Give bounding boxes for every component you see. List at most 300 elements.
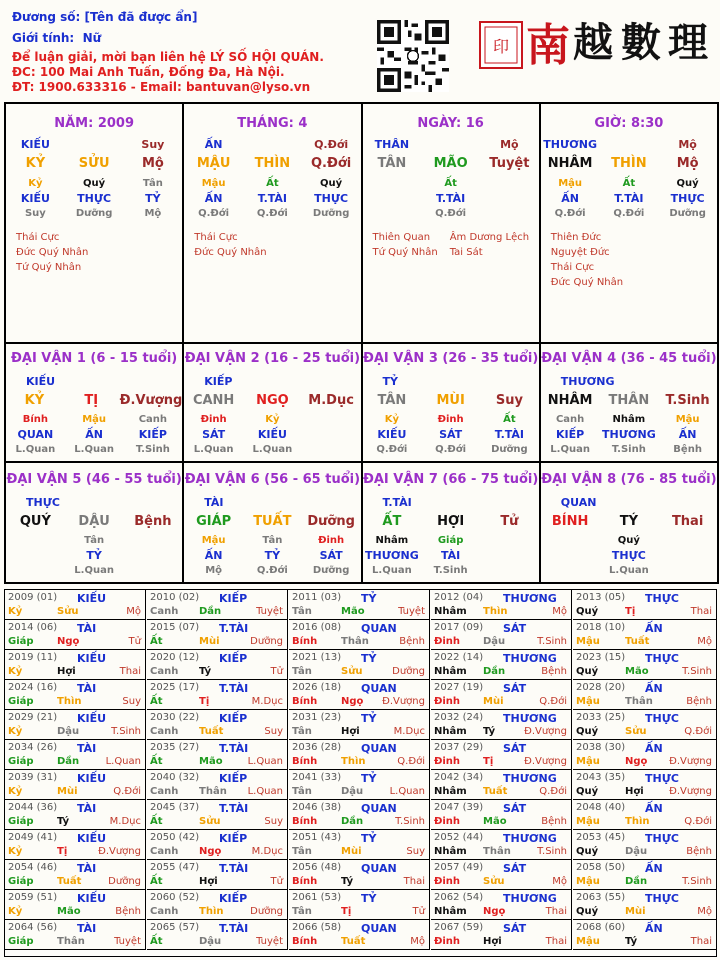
pillar-hidden-stem-row-cell: Kỷ (28, 178, 43, 189)
year-stem: Kỷ (8, 726, 23, 737)
year-branch: Mão (199, 756, 223, 767)
dai-van-main-row-cell: Thai (671, 514, 704, 529)
dai-van-hidden-stem-row-cell (541, 535, 600, 546)
pillar-star-row-cell: KIẾU (20, 138, 50, 151)
gender-label: Giới tính: (12, 31, 75, 45)
year-branch: Dần (57, 756, 80, 767)
pillar-main-row (541, 156, 717, 171)
year-age: 2041 (33) (292, 772, 342, 783)
dai-van-phase-row-cell: Mộ (205, 565, 223, 576)
dai-van-main-row-cell: TÝ (619, 514, 639, 529)
dai-van-phase-row (6, 444, 182, 455)
year-branch: Mão (625, 666, 649, 677)
year-age: 2068 (60) (576, 922, 626, 933)
dai-van-main-row-cell: KỶ (24, 393, 45, 408)
year-branch: Dậu (341, 786, 364, 797)
year-star: TÀI (77, 922, 97, 935)
year-phase: Thai (545, 906, 567, 917)
pillar-phase-row-cell: Q.Đới (435, 208, 467, 219)
year-branch: Mão (483, 816, 507, 827)
pillar-hidden-stem-row-cell (480, 178, 539, 189)
pillar-phase-row-cell: Q.Đới (554, 208, 586, 219)
year-branch: Mùi (625, 906, 646, 917)
dai-van-ten-god-row (184, 549, 360, 562)
dai-van-main-row (184, 393, 360, 408)
dai-van-phase-row-cell: Q.Đới (256, 565, 288, 576)
pillar-ten-god-row-cell: T.TÀI (435, 192, 466, 205)
note-item: Âm Dương Lệch (449, 232, 530, 243)
year-cell (147, 920, 288, 950)
year-phase: L.Quan (247, 786, 283, 797)
year-age: 2036 (28) (292, 742, 342, 753)
dai-van-main-row (184, 514, 360, 529)
dai-van-ten-god-row (6, 428, 182, 441)
pillar-hidden-stem-row (184, 178, 360, 189)
year-cell (431, 830, 572, 860)
pillar-star-row-cell (600, 138, 659, 151)
year-phase: Tử (128, 636, 141, 647)
year-phase: Dưỡng (392, 666, 425, 677)
dai-van-ten-god-row-cell: KIẾU (257, 428, 287, 441)
pillar-main-row-cell: Q.Đới (310, 156, 352, 171)
year-cell (573, 620, 716, 650)
year-cell (431, 710, 572, 740)
year-branch: Ngọ (199, 846, 222, 857)
year-age: 2043 (35) (576, 772, 626, 783)
year-cell (147, 740, 288, 770)
year-stem: Giáp (8, 816, 34, 827)
dai-van-hidden-stem-row-cell: Quý (617, 535, 640, 546)
year-branch: Thân (57, 936, 85, 947)
note-item: Thiên Đức (550, 232, 602, 243)
year-phase: M.Dục (393, 726, 425, 737)
pillar-hidden-stem-row-cell: Quý (320, 178, 343, 189)
dai-van-main-row-cell: THÂN (608, 393, 650, 408)
dai-van-phase-row-cell (541, 565, 600, 576)
year-star: ẤN (645, 922, 663, 935)
note-item: Đức Quý Nhân (194, 247, 267, 258)
year-cell (5, 890, 146, 920)
year-phase: Mộ (126, 606, 141, 617)
pillar-main-row (184, 156, 360, 171)
year-phase: M.Dục (251, 696, 283, 707)
year-cell (431, 620, 572, 650)
year-star: THƯƠNG (503, 772, 557, 785)
year-branch: Mão (341, 606, 365, 617)
pillar-ten-god-row (184, 192, 360, 205)
year-stem: Nhâm (434, 906, 467, 917)
year-cell (289, 770, 430, 800)
year-branch: Dậu (199, 936, 222, 947)
dai-van-main-row-cell: M.Dục (308, 393, 354, 408)
year-stem: Nhâm (434, 846, 467, 857)
year-stem: Giáp (8, 756, 34, 767)
dai-van-star: THƯƠNG (560, 375, 615, 388)
year-branch: Thân (483, 846, 511, 857)
yearly-luck-grid (4, 589, 717, 957)
year-age: 2032 (24) (434, 712, 484, 723)
dai-van-cell (363, 463, 541, 582)
dai-van-hidden-stem-row-cell (302, 414, 361, 425)
year-cell (147, 590, 288, 620)
year-star: THƯƠNG (503, 892, 557, 905)
dai-van-phase-row-cell: Dưỡng (491, 444, 528, 455)
dai-van-hidden-stem-row-cell: Kỷ (265, 414, 280, 425)
year-star: KIẾP (219, 772, 248, 785)
dai-van-ten-god-row-cell: SÁT (319, 549, 343, 562)
year-star: QUAN (361, 862, 397, 875)
pillar-notes (194, 230, 266, 260)
dai-van-phase-row-cell: L.Quan (372, 565, 412, 576)
dai-van-phase-row-cell: L.Quan (609, 565, 649, 576)
dai-van-phase-row-cell: L.Quan (74, 565, 114, 576)
pillar-ten-god-row (541, 192, 717, 205)
year-cell (5, 920, 146, 950)
year-stem: Quý (576, 666, 599, 677)
dai-van-title: ĐẠI VẬN 3 (26 - 35 tuổi) (362, 351, 539, 366)
year-star: TỶ (361, 712, 377, 725)
year-cell (5, 620, 146, 650)
year-star: TỶ (361, 832, 377, 845)
dai-van-star: TÀI (204, 496, 224, 509)
year-star: TÀI (77, 742, 97, 755)
dai-van-main-row-cell: TỊ (84, 393, 99, 408)
pillar-title: GIỜ: 8:30 (594, 116, 664, 131)
year-branch: Thìn (341, 756, 366, 767)
dai-van-ten-god-row (6, 549, 182, 562)
year-cell (573, 740, 716, 770)
contact-address: ĐC: 100 Mai Anh Tuấn, Đống Đa, Hà Nội. (12, 65, 285, 79)
year-age: 2017 (09) (434, 622, 484, 633)
year-star: SÁT (503, 922, 527, 935)
year-branch: Hợi (341, 726, 360, 737)
pillar-title: THÁNG: 4 (237, 116, 308, 131)
year-star: TÀI (77, 622, 97, 635)
dai-van-main-row-cell: Đ.Vượng (119, 393, 183, 408)
dai-van-title: ĐẠI VẬN 1 (6 - 15 tuổi) (10, 351, 178, 366)
year-cell (431, 650, 572, 680)
year-age: 2066 (58) (292, 922, 342, 933)
year-stem: Bính (292, 756, 318, 767)
year-branch: Tuất (341, 936, 366, 947)
year-star: TỶ (361, 592, 377, 605)
year-branch: Tị (625, 606, 636, 617)
dai-van-hidden-stem-row-cell: Tân (262, 535, 283, 546)
year-stem: Bính (292, 696, 318, 707)
year-age: 2061 (53) (292, 892, 342, 903)
year-stem: Canh (150, 846, 179, 857)
year-phase: Tuyệt (256, 606, 283, 617)
year-branch: Dậu (625, 846, 648, 857)
dai-van-phase-row-cell: Q.Đới (376, 444, 408, 455)
year-branch: Thìn (199, 906, 224, 917)
year-branch: Thìn (625, 816, 650, 827)
dai-van-star: TỶ (382, 375, 398, 388)
year-phase: Q.Đới (113, 786, 141, 797)
year-age: 2028 (20) (576, 682, 626, 693)
year-phase: Dưỡng (250, 636, 283, 647)
year-phase: Suy (406, 846, 425, 857)
contact-invite: Để luận giải, mời bạn liên hệ LÝ SỐ HỘI QUÁN. (12, 50, 324, 64)
dai-van-hidden-stem-row-cell: Đinh (200, 414, 227, 425)
year-cell (5, 710, 146, 740)
year-branch: Ngọ (625, 756, 648, 767)
dai-van-cell (184, 463, 362, 582)
year-cell (147, 710, 288, 740)
year-star: KIẾP (219, 592, 248, 605)
pillar-main-row-cell: KỶ (25, 156, 46, 171)
dai-van-hidden-stem-row-cell: Canh (138, 414, 168, 425)
pillar-phase-row-cell: Dưỡng (312, 208, 350, 219)
svg-text:理: 理 (668, 19, 708, 66)
year-star: QUAN (361, 742, 397, 755)
year-age: 2012 (04) (434, 592, 484, 603)
year-star: TỶ (361, 652, 377, 665)
pillar-ten-god-row-cell: KIẾU (20, 192, 50, 205)
year-stem: Giáp (8, 696, 34, 707)
year-star: THƯƠNG (503, 652, 557, 665)
year-branch: Sửu (57, 606, 79, 617)
year-star: SÁT (503, 682, 527, 695)
year-star: SÁT (503, 802, 527, 815)
dai-van-ten-god-row (541, 428, 717, 441)
dai-van-ten-god-row (363, 428, 539, 441)
year-phase: L.Quan (389, 786, 425, 797)
dai-van-ten-god-row-cell (302, 428, 361, 441)
dai-van-main-row-cell: CANH (192, 393, 235, 408)
contact-phone-email: ĐT: 1900.633316 - Email: bantuvan@lyso.vn (12, 80, 311, 94)
dai-van-hidden-stem-row-cell: Tân (84, 535, 105, 546)
pillar-main-row-cell: Mộ (676, 156, 699, 171)
pillar-main-row-cell: Mộ (141, 156, 164, 171)
year-age: 2011 (03) (292, 592, 342, 603)
year-star: QUAN (361, 922, 397, 935)
year-phase: Q.Đới (397, 756, 425, 767)
year-cell (431, 680, 572, 710)
svg-text:印: 印 (492, 37, 510, 56)
pillar-main-row-cell: Tuyệt (489, 156, 530, 171)
year-phase: T.Sinh (111, 726, 141, 737)
pillar-phase-row-cell: Q.Đới (256, 208, 288, 219)
dai-van-hidden-stem-row (541, 535, 717, 546)
year-phase: Tuyệt (398, 606, 425, 617)
year-phase: T.Sinh (682, 876, 712, 887)
pillar-star-row (6, 138, 182, 151)
dai-van-panel (4, 342, 719, 584)
year-phase: Q.Đới (539, 696, 567, 707)
pillar-hidden-stem-row-cell: Ất (622, 178, 636, 189)
dai-van-phase-row-cell (6, 565, 65, 576)
note-item: Nguyệt Đức (550, 247, 610, 258)
pillar-main-row-cell: MẬU (196, 156, 231, 171)
dai-van-cell (363, 342, 541, 461)
year-age: 2030 (22) (150, 712, 200, 723)
year-cell (147, 620, 288, 650)
year-cell (289, 890, 430, 920)
year-branch: Tý (57, 816, 70, 827)
year-cell (289, 860, 430, 890)
dai-van-phase-row-cell: T.Sinh (135, 444, 170, 455)
dai-van-ten-god-row (541, 549, 717, 562)
year-cell (147, 770, 288, 800)
dai-van-star: T.TÀI (382, 496, 412, 509)
year-phase: Thai (119, 666, 141, 677)
year-phase: Bệnh (541, 666, 567, 677)
year-phase: Đ.Vượng (524, 756, 567, 767)
pillar-hidden-stem-row-cell: Ất (444, 178, 457, 189)
year-branch: Hợi (625, 786, 644, 797)
year-cell (289, 710, 430, 740)
pillar-hidden-stem-row (363, 178, 539, 189)
year-branch: Hợi (483, 936, 502, 947)
pillar-ten-god-row-cell: T.TÀI (257, 192, 288, 205)
year-stem: Canh (150, 666, 179, 677)
year-branch: Tị (57, 846, 68, 857)
year-branch: Tị (483, 756, 494, 767)
pillar-hidden-stem-row (541, 178, 717, 189)
year-star: T.TÀI (219, 742, 249, 755)
year-cell (431, 860, 572, 890)
year-age: 2034 (26) (8, 742, 58, 753)
dai-van-main-row (6, 393, 182, 408)
pillar-ten-god-row-cell (480, 192, 539, 205)
dai-van-title: ĐẠI VẬN 6 (56 - 65 tuổi) (184, 472, 361, 487)
year-stem: Mậu (576, 816, 600, 827)
year-cell (431, 800, 572, 830)
dai-van-phase-row-cell (480, 565, 539, 576)
year-age: 2033 (25) (576, 712, 626, 723)
dai-van-star: KIẾU (26, 375, 56, 388)
year-phase: Bệnh (399, 636, 425, 647)
year-star: THỰC (645, 892, 679, 905)
year-stem: Tân (292, 726, 312, 737)
pillar-hidden-stem-row-cell: Ất (266, 178, 279, 189)
dai-van-hidden-stem-row-cell: Đinh (437, 414, 464, 425)
dai-van-main-row-cell: QUÝ (19, 514, 51, 529)
year-stem: Bính (292, 636, 318, 647)
dai-van-hidden-stem-row (184, 414, 360, 425)
year-age: 2035 (27) (150, 742, 200, 753)
year-branch: Ngọ (483, 906, 506, 917)
year-phase: Mộ (552, 876, 567, 887)
year-age: 2063 (55) (576, 892, 626, 903)
year-star: ẤN (645, 742, 663, 755)
dai-van-phase-row-cell: T.Sinh (433, 565, 468, 576)
dai-van-hidden-stem-row-cell: Nhâm (375, 535, 409, 546)
pillar-ten-god-row-cell: THỰC (314, 192, 349, 205)
pillar-ten-god-row-cell: THỰC (77, 192, 112, 205)
year-age: 2045 (37) (150, 802, 200, 813)
pillar-phase-row-cell: Q.Đới (198, 208, 230, 219)
pillar-main-row-cell: SỬU (78, 156, 110, 171)
dai-van-hidden-stem-row-cell (6, 535, 65, 546)
year-phase: Đ.Vượng (382, 696, 425, 707)
year-branch: Thân (625, 696, 653, 707)
year-cell (5, 800, 146, 830)
pillar-star-row-cell: Mộ (678, 138, 697, 151)
year-stem: Tân (292, 846, 312, 857)
year-branch: Ngọ (57, 636, 80, 647)
dai-van-ten-god-row-cell: QUAN (17, 428, 54, 441)
year-cell (147, 680, 288, 710)
year-stem: Bính (292, 936, 318, 947)
dai-van-hidden-stem-row-cell: Canh (555, 414, 585, 425)
year-age: 2062 (54) (434, 892, 484, 903)
note-item: Tứ Quý Nhân (372, 247, 438, 258)
year-branch: Tuất (199, 726, 224, 737)
dai-van-phase-row-cell: L.Quan (193, 444, 234, 455)
year-phase: Mộ (552, 606, 567, 617)
year-cell (5, 740, 146, 770)
dai-van-main-row-cell: NHÂM (547, 393, 593, 408)
year-star: THỰC (645, 772, 679, 785)
qr-code-icon[interactable] (377, 20, 449, 92)
year-stem: Ất (150, 636, 163, 647)
year-stem: Kỷ (8, 666, 23, 677)
pillar-column (541, 104, 717, 342)
year-age: 2013 (05) (576, 592, 626, 603)
year-star: QUAN (361, 622, 397, 635)
dai-van-ten-god-row-cell: KIẾP (138, 428, 167, 441)
year-stem: Mậu (576, 936, 600, 947)
year-age: 2058 (50) (576, 862, 626, 873)
year-star: THƯƠNG (503, 832, 557, 845)
pillar-star-row-cell: Mộ (500, 138, 519, 151)
pillar-column (184, 104, 362, 342)
year-branch: Tị (199, 696, 210, 707)
dai-van-star: KIẾP (204, 375, 233, 388)
year-stem: Tân (292, 786, 312, 797)
year-stem: Mậu (576, 756, 600, 767)
year-phase: Tuyệt (114, 936, 141, 947)
year-age: 2010 (02) (150, 592, 200, 603)
dai-van-title: ĐẠI VẬN 2 (16 - 25 tuổi) (184, 351, 361, 366)
dai-van-phase-row-cell: Dưỡng (312, 565, 350, 576)
year-star: SÁT (503, 622, 527, 635)
year-branch: Tý (341, 876, 354, 887)
year-cell (289, 680, 430, 710)
dai-van-ten-god-row-cell: THƯƠNG (365, 549, 419, 562)
year-phase: Thai (690, 606, 712, 617)
dai-van-hidden-stem-row (363, 414, 539, 425)
pillar-hidden-stem-row (6, 178, 182, 189)
year-star: T.TÀI (219, 622, 249, 635)
year-age: 2020 (12) (150, 652, 200, 663)
dai-van-main-row (541, 514, 717, 529)
dai-van-phase-row (541, 444, 717, 455)
year-phase: T.Sinh (537, 636, 567, 647)
year-phase: Đ.Vượng (524, 726, 567, 737)
dai-van-main-row-cell: T.Sinh (665, 393, 710, 408)
pillar-star-row-cell: THƯƠNG (543, 138, 597, 151)
year-age: 2022 (14) (434, 652, 484, 663)
dai-van-main-row-cell: TUẤT (253, 514, 292, 529)
year-branch: Hợi (57, 666, 76, 677)
pillar-star-row (363, 138, 539, 151)
pillar-ten-god-row-cell: TỶ (145, 192, 161, 205)
year-age: 2053 (45) (576, 832, 626, 843)
year-stem: Canh (150, 606, 179, 617)
year-branch: Mão (57, 906, 81, 917)
year-star: SÁT (503, 862, 527, 875)
pillar-hidden-stem-row-cell: Tân (142, 178, 163, 189)
year-stem: Tân (292, 906, 312, 917)
year-cell (147, 860, 288, 890)
dai-van-ten-god-row-cell: TỶ (264, 549, 281, 562)
year-phase: Q.Đới (539, 786, 567, 797)
year-phase: Đ.Vượng (669, 756, 712, 767)
year-phase: Tuyệt (256, 936, 283, 947)
